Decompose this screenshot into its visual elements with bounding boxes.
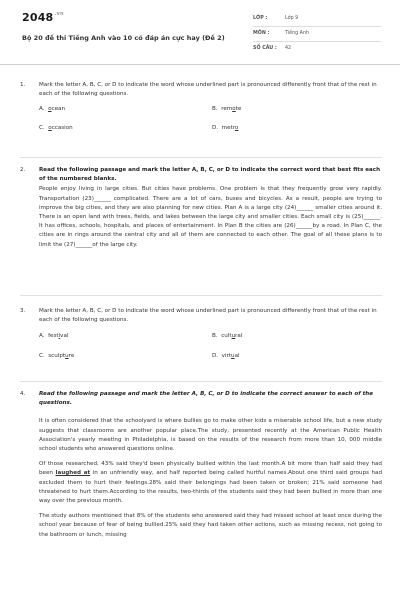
meta-divider	[253, 41, 381, 42]
document-title: Bộ 20 đề thi Tiếng Anh vào 10 có đáp án cực hay (Đề 2)	[22, 34, 225, 42]
header-divider	[0, 64, 400, 65]
option-c[interactable]: C. sculpture	[39, 353, 75, 360]
meta-subject: MÔN : Tiếng Anh	[253, 31, 310, 36]
meta-question-count: SỐ CÂU : 42	[253, 46, 292, 51]
question-stem: Mark the letter A, B, C, or D to indicate the word whose underlined part is pronounced differently front that of the rest in each of the following questions.	[39, 308, 377, 324]
option-d[interactable]: D. metro	[212, 125, 239, 132]
question-1: 1. Mark the letter A, B, C, or D to indicate the word whose underlined part is pronounced differently front that of the rest in each of the following questions. A. ocean B. remote C. occasion D. metro	[20, 81, 382, 125]
question-3: 3. Mark the letter A, B, C, or D to indicate the word whose underlined part is pronounced differently front that of the rest in each of the following questions. A. festival B. cultural C. sculpture D. virtual	[20, 307, 382, 351]
passage-paragraph: Of those researched, 43% said they'd been physically bullied within the last month.A bit more than half said they had been laughed at in an unfriendly way, and half reported being called hurtful names.About one third said groups had excluded them to hurt their feelings.28% said their belongings had been taken or broken; 21% said someone had threatened to hurt them.According to the results, two-thirds of the students said they had been bullied in more than one way over the previous month.	[39, 461, 382, 505]
reading-passage: People enjoy living in large cities. But cities have problems. One problem is that they frequently grow very rapidly. Transportation (23)______ complicated. There are a lot of cars, buses and bicycles. As a result, people are trying to improve the big cities, and they are also planning for new cities. Plan A is a large city (24)______ smaller cities around it. There is an open land with trees, fields, and lakes between the large city and smaller cities. Each small city is (25)______. It has offices, schools, hospitals, and places of entertainment. In Plan B the cities are (26)______by a road. In Plan C, the cities are in rings around the central city and all of them are connected to each other. The goal of all these plans is to limit the (27)______of the large city.	[39, 186, 382, 248]
option-b[interactable]: B. remote	[212, 106, 242, 113]
passage-paragraph: The study authors mentioned that 8% of the students who answered said they had missed school at least once during the school year because of fear of being bullied.25% said they had taken other actions, such as missing recess, not going to the bathroom or lunch, missing	[39, 513, 382, 538]
passage-paragraph: It is often considered that the schoolyard is where bullies go to make other kids a miserable school life, but a new study suggests that classrooms are another popular place.The study, presented recently at the American Public Health Association's yearly meeting in Philadelphia, is based on the results of the research from more than 10, 000 middle school students who answered questions online.	[39, 418, 382, 453]
option-a[interactable]: A. ocean	[39, 106, 66, 113]
site-logo[interactable]: $2048^{.vn}$	[22, 11, 64, 24]
underlined-phrase: laughed at	[55, 470, 91, 477]
reading-passage	[39, 417, 382, 539]
question-divider	[20, 295, 382, 296]
question-stem: Read the following passage and mark the letter A, B, C, or D to indicate the correct word that best fits each of the numbered blanks.	[39, 167, 381, 183]
option-a[interactable]: A. festival	[39, 333, 69, 340]
question-2: 2. Read the following passage and mark the letter A, B, C, or D to indicate the correct word that best fits each of the numbered blanks. People enjoy living in large cities. But cities have problems. One problem is that they frequently grow very rapidly. Transportation (23)______ complicated. There are a lot of cars, buses and bicycles. As a result, people are trying to improve the big cities, and they are also planning for new cities. Plan A is a large city (24)______ smaller cities around it. There is an open land with trees, fields, and lakes between the large city and smaller cities. Each small city is (25)______. It has offices, schools, hospitals, and places of entertainment. In Plan B the cities are (26)______by a road. In Plan C, the cities are in rings around the central city and all of them are connected to each other. The goal of all these plans is to limit the (27)______of the large city.	[20, 166, 382, 250]
option-c[interactable]: C. occasion	[39, 125, 73, 132]
question-stem: Read the following passage and mark the letter A, B, C, or D to indicate the correct answer to each of the questions.	[39, 391, 374, 407]
page-header	[0, 0, 400, 60]
option-b[interactable]: B. cultural	[212, 333, 243, 340]
question-divider	[20, 157, 382, 158]
question-divider	[20, 381, 382, 382]
meta-grade: LỚP : Lớp 9	[253, 16, 299, 21]
option-d[interactable]: D. virtual	[212, 353, 240, 360]
meta-divider	[253, 26, 381, 27]
question-4: 4. Read the following passage and mark the letter A, B, C, or D to indicate the correct answer to each of the questions. It is often considered that the schoolyard is where bullies go to make other kids a miserable school life, but a new study suggests that classrooms are another popular place.The study, presented recently at the American Public Health Association's yearly meeting in Philadelphia, is based on the results of the research from more than 10, 000 middle school students who answered questions online. Of those researched, 43% said they'd been physically bullied within the last month.A bit more than half said they had been laughed at in an unfriendly way, and half reported being called hurtful names.About one third said groups had excluded them to hurt their feelings.28% said their belongings had been taken or broken; 21% said someone had threatened to hurt them.According to the results, two-thirds of the students said they had been bullied in more than one way over the previous month. The study authors mentioned that 8% of the students who answered said they had missed school at least once during the school year because of fear of being bullied.25% said they had taken other actions, such as missing recess, not going to the bathroom or lunch, missing	[20, 390, 382, 546]
question-stem: Mark the letter A, B, C, or D to indicate the word whose underlined part is pronounced differently front that of the rest in each of the following questions.	[39, 82, 377, 98]
